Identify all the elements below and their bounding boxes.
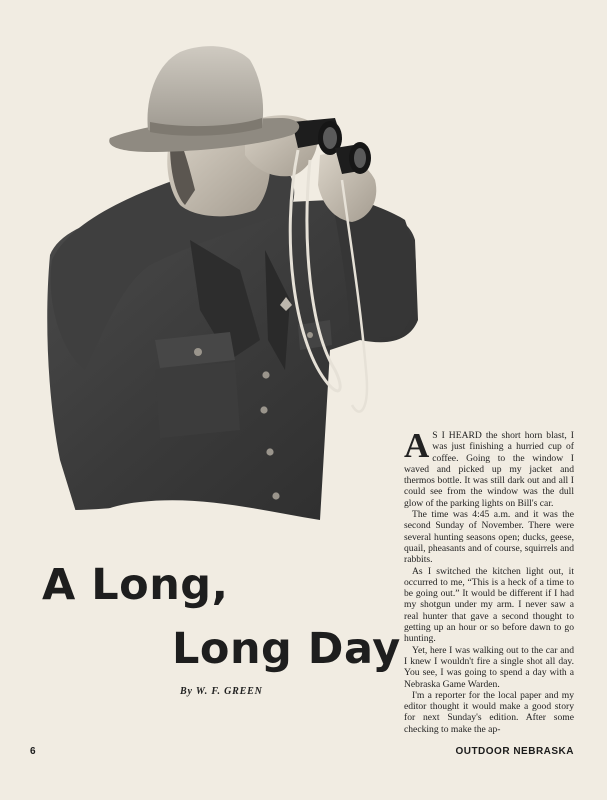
page-number: 6 [30, 746, 36, 757]
article-title-line-2: Long Day [172, 624, 401, 674]
article-title-line-1: A Long, [42, 560, 229, 610]
article-paragraph-4: Yet, here I was walking out to the car and I knew I wouldn't fire a single shot all day. You see, I was going to spend a day with a Nebraska Game Warden. [404, 644, 574, 690]
bleed-through-text [40, 28, 580, 40]
article-paragraph-5: I'm a reporter for the local paper and my editor thought it would make a good story for next Sunday's edition. After some checking to make the ap- [404, 689, 574, 735]
drop-cap: A [404, 430, 430, 465]
article-paragraph-3: As I switched the kitchen light out, it occurred to me, “This is a heck of a time to be going out.” It would be different if I had my shotgun under my arm. I never saw a real hunter that gave a second thought to getting up an hour or so before dawn to go hunting. [404, 565, 574, 645]
game-warden-with-binoculars-photo [30, 40, 430, 540]
article-paragraph-2: The time was 4:45 a.m. and it was the second Sunday of November. There were several hunting seasons open; ducks, geese, quail, pheasants and of course, squirrels and rabbits. [404, 509, 574, 566]
byline: By W. F. GREEN [180, 686, 263, 697]
article-paragraph-1: A S I HEARD the short horn blast, I was just finishing a hurried cup of coffee. Going to the window I waved and picked up my jacket and thermos bottle. It was still dark out and all I could see from the window was the dull glow of the parking lights on Bill's car. [404, 430, 574, 509]
magazine-name: OUTDOOR NEBRASKA [455, 746, 574, 757]
article-body [404, 430, 574, 736]
